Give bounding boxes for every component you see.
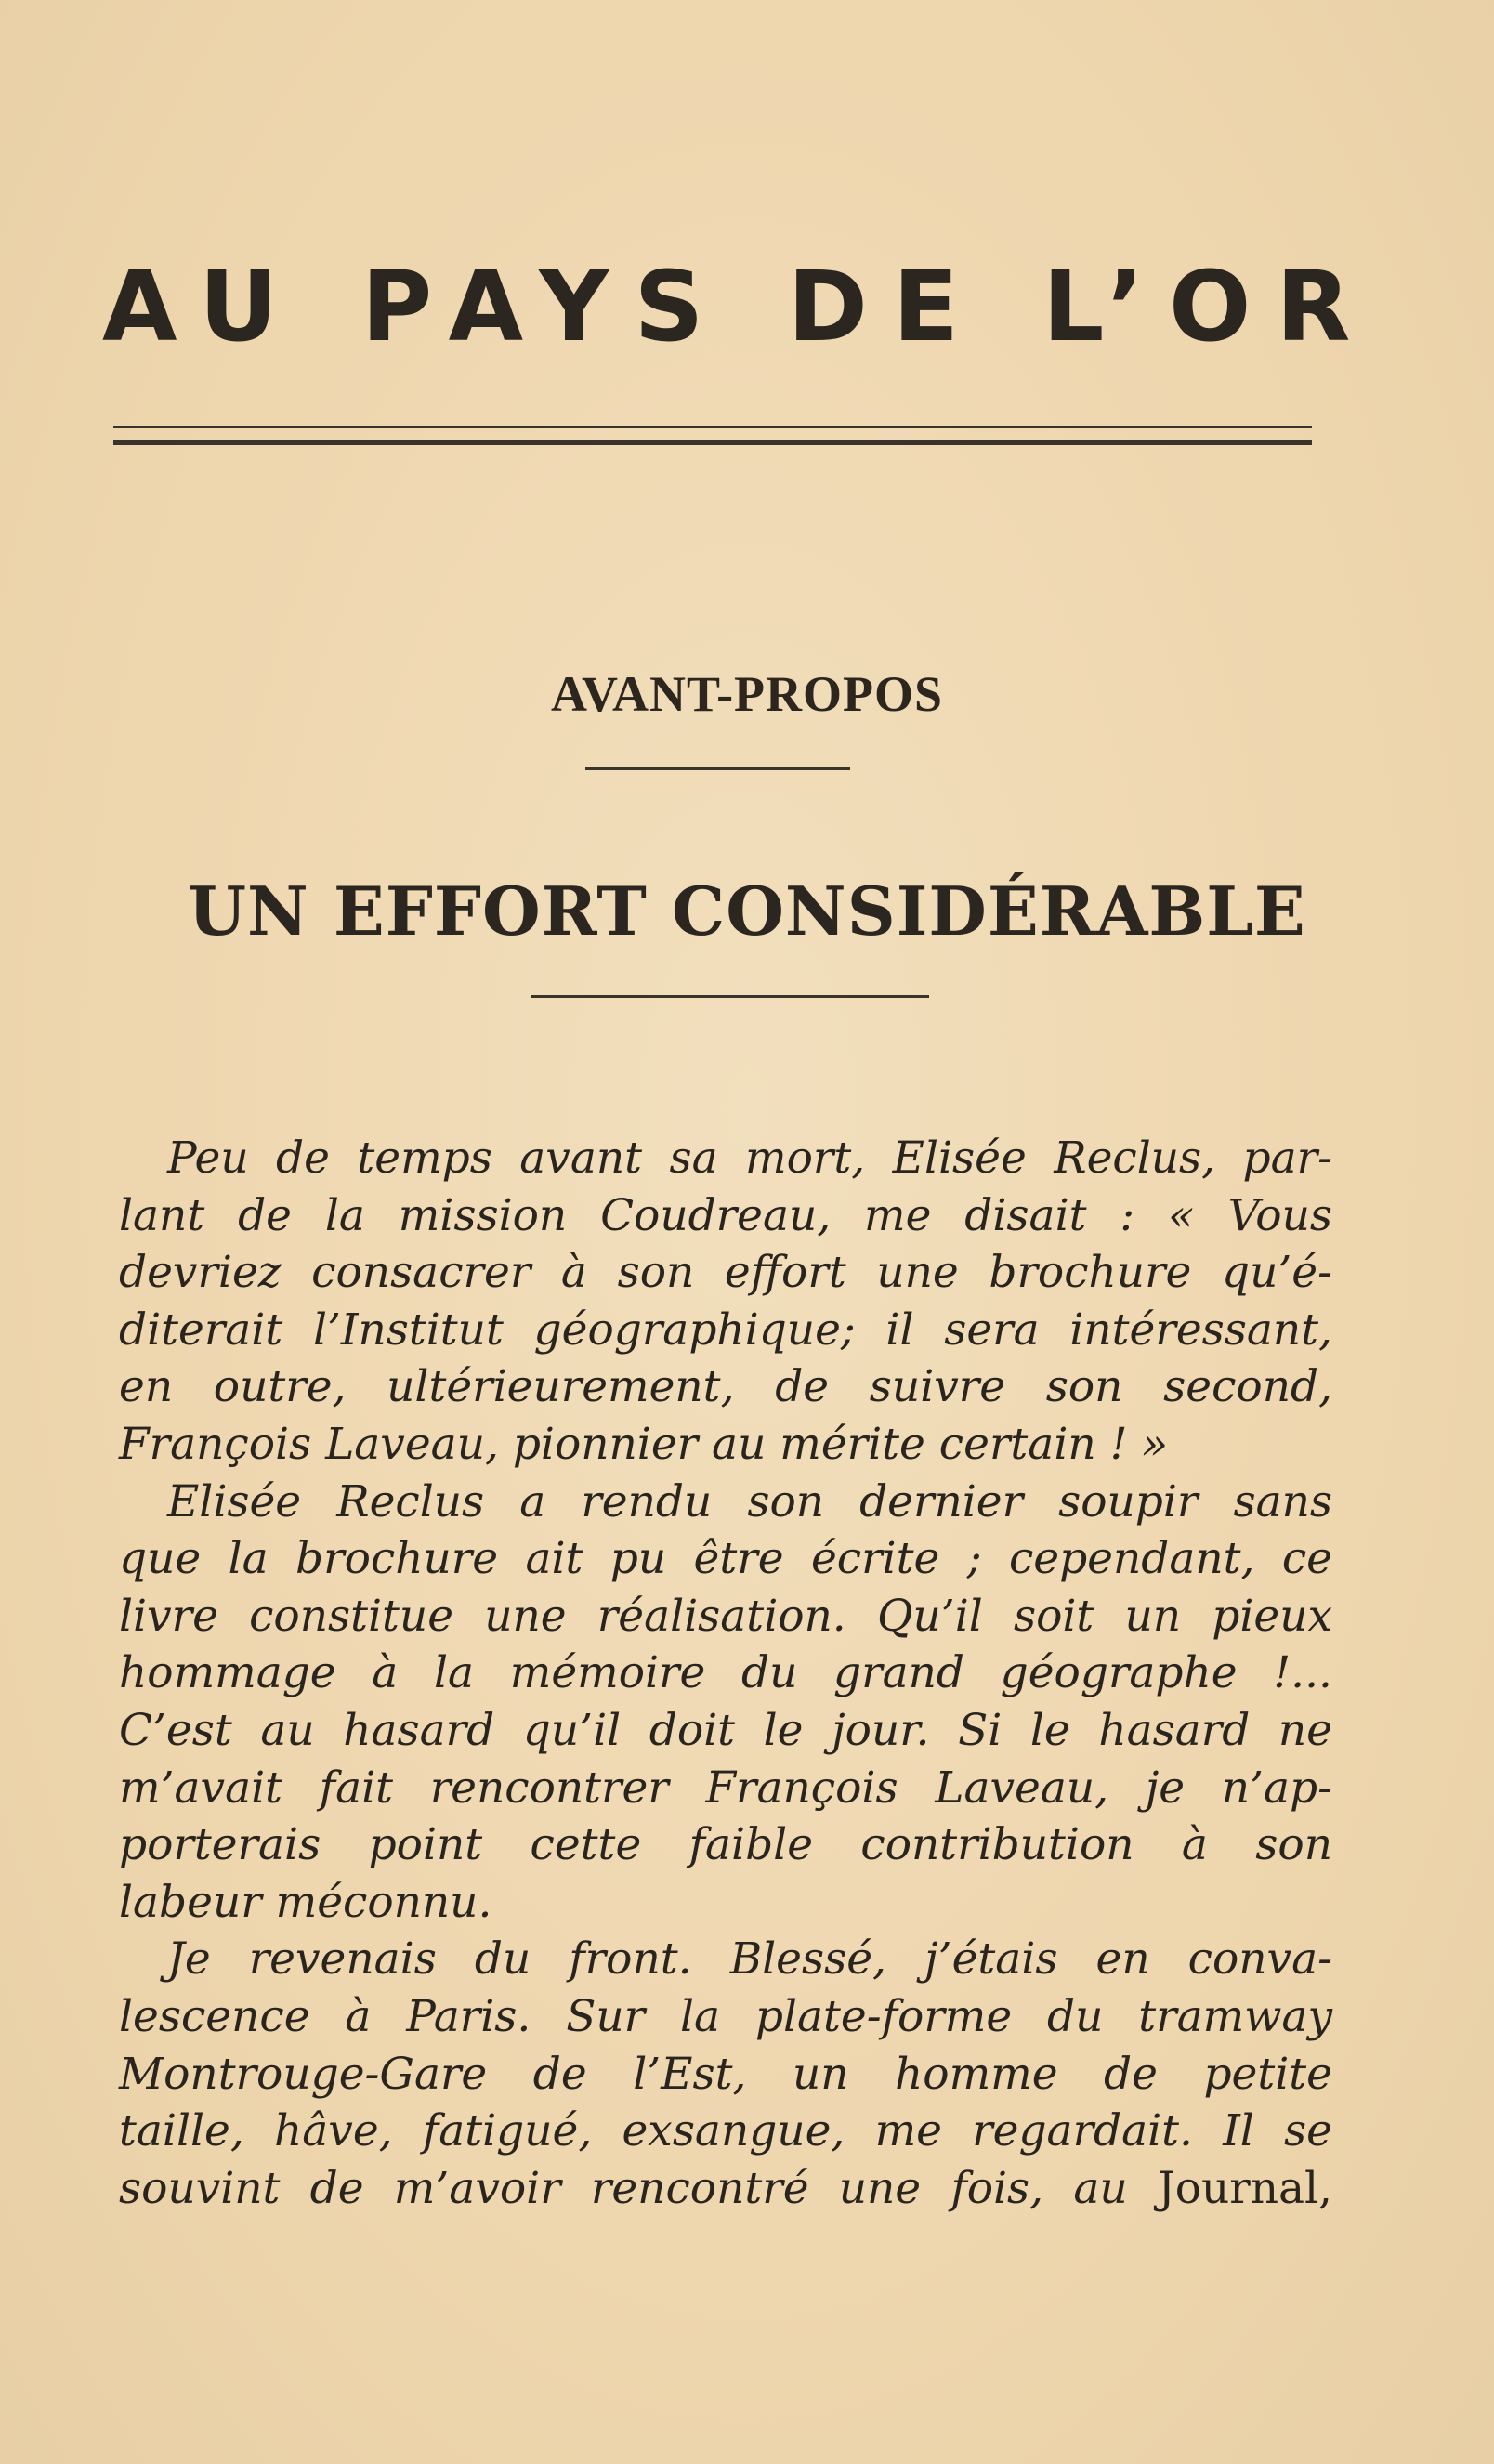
text-line: C’est au hasard qu’il doit le jour. Si le hasard ne <box>119 1704 1332 1756</box>
title-rule-thin <box>113 426 1312 428</box>
section-divider <box>585 767 850 770</box>
text-line: en outre, ultérieurement, de suivre son second, <box>119 1361 1332 1413</box>
text-line: porterais point cette faible contribution à son <box>119 1819 1332 1871</box>
chapter-title: UN EFFORT CONSIDÉRABLE <box>188 872 1306 950</box>
text-line: lescence à Paris. Sur la plate-forme du tramway <box>119 1990 1332 2042</box>
text-line: François Laveau, pionnier au mérite certain ! » <box>119 1418 1169 1470</box>
text-line: lant de la mission Coudreau, me disait : « Vous <box>119 1189 1332 1241</box>
text-line: devriez consacrer à son effort une brochure qu’é- <box>119 1247 1332 1299</box>
paragraph <box>119 1474 1332 1932</box>
paragraph <box>119 1130 1332 1474</box>
text-line: Je revenais du front. Blessé, j’étais en conva- <box>167 1933 1332 1986</box>
section-label: AVANT-PROPOS <box>550 666 944 722</box>
text-line: que la brochure ait pu être écrite ; cependant, ce <box>119 1533 1332 1585</box>
paragraph <box>119 1931 1332 2217</box>
text-line: taille, hâve, fatigué, exsangue, me regardait. Il se <box>119 2105 1332 2157</box>
text-line-final <box>119 2160 1332 2218</box>
text-line: labeur méconnu. <box>119 1876 492 1928</box>
text-line: hommage à la mémoire du grand géographe !... <box>119 1647 1332 1699</box>
text-line: Elisée Reclus a rendu son dernier soupir sans <box>167 1475 1332 1527</box>
book-title: AU PAYS DE L’OR <box>102 250 1376 363</box>
title-rule-thick <box>113 440 1312 445</box>
text-line: diterait l’Institut géographique; il sera intéressant, <box>119 1304 1332 1356</box>
chapter-divider <box>531 995 929 998</box>
text-line: Peu de temps avant sa mort, Elisée Reclus, par- <box>167 1133 1332 1184</box>
body-text <box>119 1130 1332 2217</box>
text-line: livre constitue une réalisation. Qu’il soit un pieux <box>119 1590 1332 1642</box>
text-line: m’avait fait rencontrer François Laveau, je n’ap- <box>119 1762 1332 1814</box>
text-line: Montrouge-Gare de l’Est, un homme de petite <box>119 2048 1332 2100</box>
text-line-start: souvint de m’avoir rencontré une fois, au <box>119 2162 1158 2214</box>
journal-name: Journal, <box>1157 2162 1332 2214</box>
